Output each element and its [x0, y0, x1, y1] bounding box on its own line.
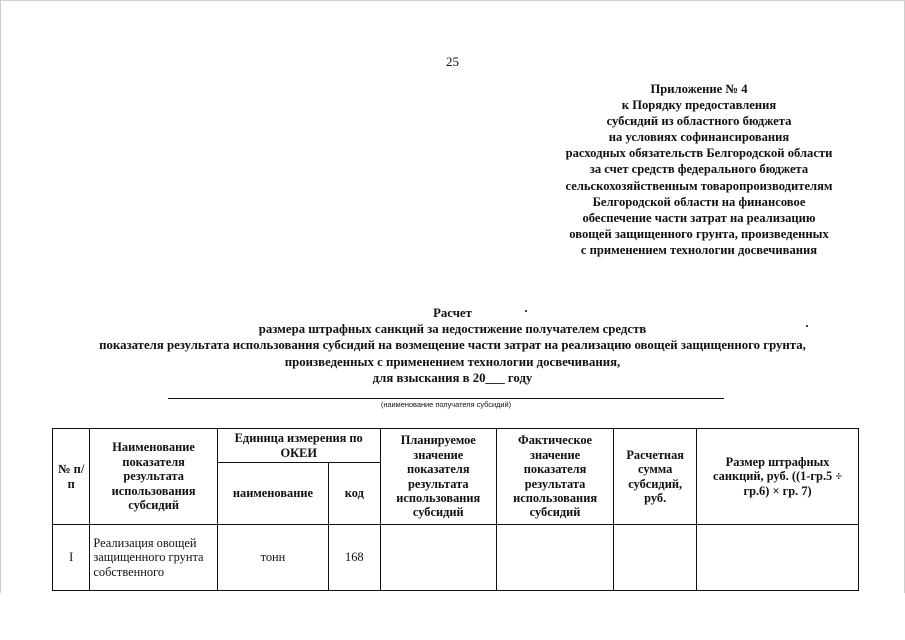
title-line: Расчет: [433, 306, 472, 320]
table-row: [53, 525, 859, 591]
recipient-caption: (наименование получателя субсидий): [380, 400, 512, 409]
cell-planned: [380, 525, 496, 591]
page-number: 25: [446, 54, 459, 69]
appendix-line: Белгородской области на финансовое: [592, 194, 806, 209]
cell-actual: [496, 525, 613, 591]
appendix-line: расходных обязательств Белгородской области: [565, 146, 833, 161]
appendix-line: к Порядку предоставления: [621, 98, 777, 113]
appendix-line: овощей защищенного грунта, произведенных: [569, 226, 829, 241]
appendix-line: Приложение № 4: [650, 82, 748, 96]
scan-speck: [525, 310, 527, 312]
header-actual: Фактическое значение показателя результата использования субсидий: [496, 429, 613, 525]
document-title: [0, 305, 905, 386]
header-calc-sum: Расчетная сумма субсидий, руб.: [614, 429, 697, 525]
header-unit-code: код: [329, 463, 381, 525]
header-planned: Планируемое значение показателя результата использования субсидий: [380, 429, 496, 525]
cell-penalty: [697, 525, 859, 591]
appendix-line: за счет средств федерального бюджета: [589, 162, 809, 177]
cell-unit-code: 168: [329, 525, 381, 591]
penalty-table: [52, 428, 859, 591]
recipient-blank-line: [168, 398, 724, 399]
appendix-line: с применением технологии досвечивания: [580, 242, 818, 257]
header-num: № п/п: [53, 429, 90, 525]
header-indicator: Наименование показателя результата использования субсидий: [90, 429, 217, 525]
page-bottom-margin: [0, 593, 905, 640]
title-line: показателя результата использования субсидий на возмещение части затрат на реализацию овощей защищенного грунта,: [99, 338, 806, 353]
header-unit-name: наименование: [217, 463, 328, 525]
cell-num: I: [53, 525, 90, 591]
appendix-line: на условиях софинансирования: [608, 130, 790, 145]
cell-indicator: Реализация овощей защищенного грунта собственного: [90, 525, 217, 591]
title-line: для взыскания в 20___ году: [372, 370, 533, 385]
cell-calc-sum: [614, 525, 697, 591]
appendix-line: субсидий из областного бюджета: [606, 114, 792, 129]
appendix-line: сельскохозяйственным товаропроизводителям: [565, 178, 833, 193]
cell-unit-name: тонн: [217, 525, 328, 591]
title-line: произведенных с применением технологии досвечивания,: [284, 354, 621, 369]
appendix-header: [546, 81, 852, 258]
scan-speck: [806, 325, 808, 327]
header-unit: Единица измерения по ОКЕИ: [217, 429, 380, 463]
header-penalty: Размер штрафных санкций, руб. ((1-гр.5 ÷ гр.6) × гр. 7): [697, 429, 859, 525]
title-line: размера штрафных санкций за недостижение получателем средств: [258, 322, 647, 337]
appendix-line: обеспечение части затрат на реализацию: [582, 210, 816, 225]
